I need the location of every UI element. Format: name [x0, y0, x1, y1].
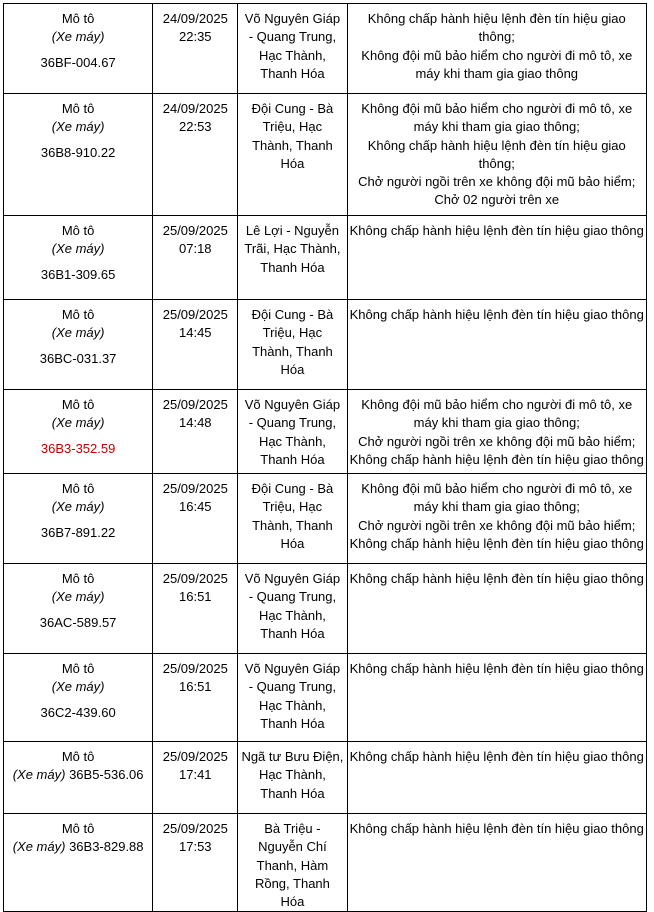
vehicle-subtype: (Xe máy) — [51, 499, 105, 515]
vehicle-subtype: (Xe máy) — [51, 119, 105, 135]
datetime-cell — [153, 814, 238, 912]
violation-date: 25/09/2025 — [162, 661, 228, 676]
table-row — [4, 742, 647, 814]
datetime-cell — [153, 474, 238, 564]
violation-time: 16:45 — [179, 499, 212, 515]
violation-date: 25/09/2025 — [162, 397, 228, 412]
violations-cell — [347, 94, 647, 216]
location-cell: Võ Nguyên Giáp - Quang Trung, Hạc Thành, Thanh Hóa — [238, 654, 347, 742]
violation-item: Chở người ngồi trên xe không đội mũ bảo hiểm; — [358, 433, 636, 449]
table-row — [4, 216, 647, 300]
violation-item: Chở 02 người trên xe — [434, 192, 560, 208]
violation-item: Không chấp hành hiệu lệnh đèn tín hiệu giao thông — [349, 749, 644, 764]
vehicle-subtype: (Xe máy) — [51, 415, 105, 431]
violation-item: Không đội mũ bảo hiểm cho người đi mô tô, xe máy khi tham gia giao thông — [361, 47, 633, 81]
violation-item: Không chấp hành hiệu lệnh đèn tín hiệu giao thông — [349, 535, 644, 551]
violation-time: 16:51 — [179, 679, 212, 695]
license-plate: 36B7-891.22 — [40, 524, 116, 540]
violation-item: Không chấp hành hiệu lệnh đèn tín hiệu giao thông — [349, 223, 644, 238]
vehicle-subtype: (Xe máy) — [51, 241, 105, 257]
violations-cell — [347, 474, 647, 564]
violations-cell — [347, 390, 647, 474]
license-plate: 36B3-829.88 — [69, 839, 144, 855]
license-plate: 36B3-352.59 — [40, 440, 116, 456]
license-plate: 36AC-589.57 — [39, 614, 117, 630]
violations-table — [3, 3, 647, 912]
vehicle-type: Mô tô — [61, 821, 95, 836]
table-row — [4, 390, 647, 474]
violation-time: 14:45 — [179, 325, 212, 341]
violation-date: 25/09/2025 — [162, 223, 228, 238]
location-cell: Đội Cung - Bà Triệu, Hạc Thành, Thanh Hóa — [238, 474, 347, 564]
violation-time: 22:53 — [179, 119, 212, 135]
datetime-cell — [153, 654, 238, 742]
violation-item: Không chấp hành hiệu lệnh đèn tín hiệu giao thông — [349, 307, 644, 322]
vehicle-cell — [4, 742, 153, 814]
violation-date: 24/09/2025 — [162, 11, 228, 26]
violations-cell — [347, 814, 647, 912]
location-cell: Đội Cung - Bà Triệu, Hạc Thành, Thanh Hóa — [238, 94, 347, 216]
vehicle-subtype: (Xe máy) — [51, 589, 105, 605]
location-cell: Võ Nguyên Giáp - Quang Trung, Hạc Thành, Thanh Hóa — [238, 4, 347, 94]
vehicle-type: Mô tô — [61, 481, 95, 496]
datetime-cell — [153, 4, 238, 94]
datetime-cell — [153, 216, 238, 300]
violation-time: 14:48 — [179, 415, 212, 431]
license-plate: 36BF-004.67 — [40, 54, 116, 70]
table-row — [4, 4, 647, 94]
vehicle-subtype: (Xe máy) — [51, 679, 105, 695]
vehicle-subtype: (Xe máy) — [51, 325, 105, 341]
table-row — [4, 474, 647, 564]
vehicle-subtype: (Xe máy) — [12, 839, 66, 855]
vehicle-cell — [4, 564, 153, 654]
violation-time: 17:53 — [179, 839, 212, 855]
vehicle-cell — [4, 654, 153, 742]
violation-item: Không chấp hành hiệu lệnh đèn tín hiệu giao thông; — [367, 137, 626, 171]
vehicle-cell — [4, 300, 153, 390]
license-plate: 36BC-031.37 — [39, 350, 117, 366]
vehicle-type: Mô tô — [61, 11, 95, 26]
vehicle-cell — [4, 814, 153, 912]
violation-item: Không đội mũ bảo hiểm cho người đi mô tô, xe máy khi tham gia giao thông; — [361, 101, 633, 135]
violation-time: 22:35 — [179, 29, 212, 45]
violation-item: Không chấp hành hiệu lệnh đèn tín hiệu giao thông — [349, 451, 644, 467]
violations-cell — [347, 300, 647, 390]
license-plate: 36B5-536.06 — [69, 767, 144, 783]
vehicle-subtype: (Xe máy) — [12, 767, 66, 783]
location-cell: Lê Lợi - Nguyễn Trãi, Hạc Thành, Thanh Hóa — [238, 216, 347, 300]
vehicle-type: Mô tô — [61, 101, 95, 116]
vehicle-subtype: (Xe máy) — [51, 29, 105, 45]
violation-item: Chở người ngồi trên xe không đội mũ bảo hiểm; — [358, 517, 636, 533]
location-cell: Ngã tư Bưu Điện, Hạc Thành, Thanh Hóa — [238, 742, 347, 814]
violations-cell — [347, 564, 647, 654]
violation-item: Không đội mũ bảo hiểm cho người đi mô tô, xe máy khi tham gia giao thông; — [361, 481, 633, 515]
vehicle-type: Mô tô — [61, 307, 95, 322]
violation-item: Không chấp hành hiệu lệnh đèn tín hiệu giao thông — [349, 571, 644, 586]
table-row — [4, 94, 647, 216]
vehicle-type: Mô tô — [61, 223, 95, 238]
vehicle-cell — [4, 216, 153, 300]
table-row — [4, 300, 647, 390]
location-cell: Võ Nguyên Giáp - Quang Trung, Hạc Thành, Thanh Hóa — [238, 564, 347, 654]
violation-item: Không chấp hành hiệu lệnh đèn tín hiệu giao thông; — [367, 11, 626, 45]
violation-time: 16:51 — [179, 589, 212, 605]
vehicle-cell — [4, 390, 153, 474]
location-cell: Bà Triệu - Nguyễn Chí Thanh, Hàm Rồng, Thanh Hóa — [238, 814, 347, 912]
license-plate: 36B8-910.22 — [40, 144, 116, 160]
violations-cell — [347, 216, 647, 300]
table-row — [4, 564, 647, 654]
violations-cell — [347, 654, 647, 742]
violation-date: 24/09/2025 — [162, 101, 228, 116]
violation-item: Không chấp hành hiệu lệnh đèn tín hiệu giao thông — [349, 661, 644, 676]
table-row — [4, 654, 647, 742]
vehicle-type: Mô tô — [61, 571, 95, 586]
vehicle-type: Mô tô — [61, 749, 95, 764]
violation-item: Chở người ngồi trên xe không đội mũ bảo hiểm; — [358, 174, 636, 190]
violation-date: 25/09/2025 — [162, 481, 228, 496]
violation-item: Không chấp hành hiệu lệnh đèn tín hiệu giao thông — [349, 821, 644, 836]
location-cell: Võ Nguyên Giáp - Quang Trung, Hạc Thành, Thanh Hóa — [238, 390, 347, 474]
vehicle-cell — [4, 4, 153, 94]
location-cell: Đội Cung - Bà Triệu, Hạc Thành, Thanh Hóa — [238, 300, 347, 390]
violations-cell — [347, 742, 647, 814]
violation-date: 25/09/2025 — [162, 821, 228, 836]
violation-date: 25/09/2025 — [162, 749, 228, 764]
datetime-cell — [153, 742, 238, 814]
datetime-cell — [153, 564, 238, 654]
datetime-cell — [153, 94, 238, 216]
violation-time: 17:41 — [179, 767, 212, 783]
table-row — [4, 814, 647, 912]
vehicle-line — [7, 838, 149, 856]
violation-item: Không đội mũ bảo hiểm cho người đi mô tô, xe máy khi tham gia giao thông; — [361, 397, 633, 431]
violation-date: 25/09/2025 — [162, 571, 228, 586]
datetime-cell — [153, 300, 238, 390]
vehicle-cell — [4, 94, 153, 216]
violation-date: 25/09/2025 — [162, 307, 228, 322]
vehicle-line — [7, 766, 149, 784]
vehicle-type: Mô tô — [61, 661, 95, 676]
license-plate: 36B1-309.65 — [40, 266, 116, 282]
violations-cell — [347, 4, 647, 94]
violation-time: 07:18 — [179, 241, 212, 257]
vehicle-type: Mô tô — [61, 397, 95, 412]
datetime-cell — [153, 390, 238, 474]
license-plate: 36C2-439.60 — [40, 704, 116, 720]
vehicle-cell — [4, 474, 153, 564]
